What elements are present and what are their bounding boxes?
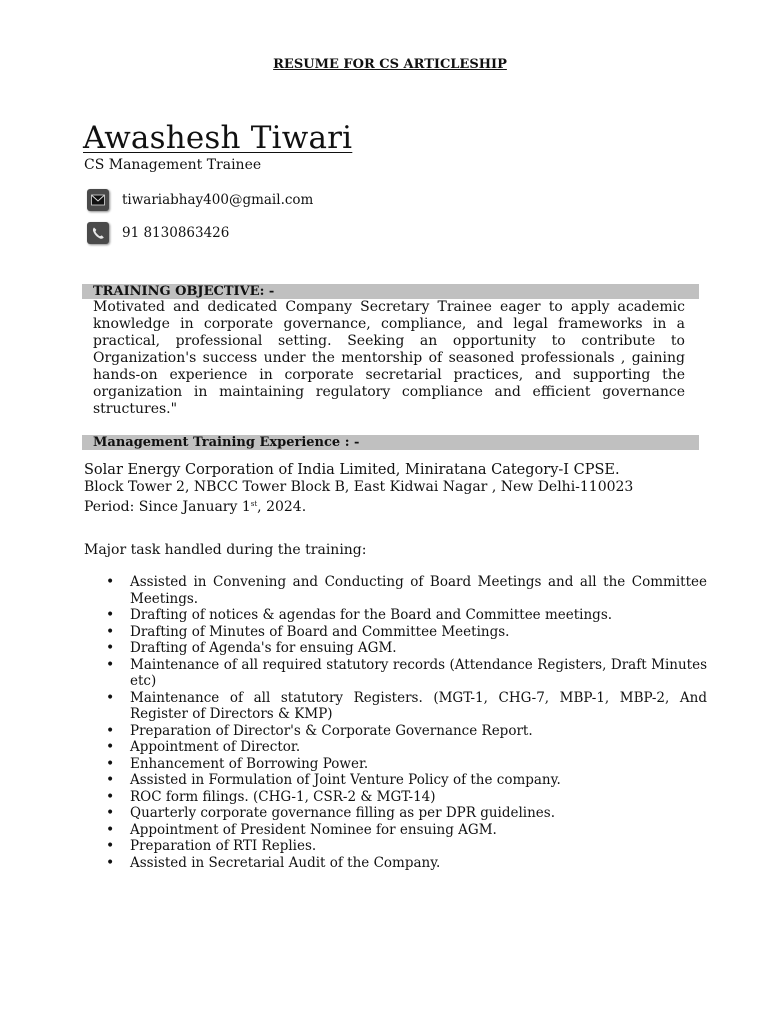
- candidate-role: CS Management Trainee: [84, 157, 262, 173]
- task-list: [84, 574, 707, 871]
- list-item: • Preparation of RTI Replies.: [84, 838, 707, 855]
- period-suffix: , 2024.: [257, 499, 307, 515]
- experience-heading-text: Management Training Experience : -: [93, 435, 360, 450]
- list-item: • ROC form filings. (CHG-1, CSR-2 & MGT-14): [84, 789, 707, 806]
- list-item: • Appointment of President Nominee for ensuing AGM.: [84, 822, 707, 839]
- email-address[interactable]: tiwariabhay400@gmail.com: [122, 192, 314, 208]
- objective-heading-text: TRAINING OBJECTIVE: -: [93, 284, 275, 299]
- list-item: • Preparation of Director's & Corporate Governance Report.: [84, 723, 707, 740]
- list-item: • Assisted in Formulation of Joint Venture Policy of the company.: [84, 772, 707, 789]
- list-item: • Assisted in Convening and Conducting of Board Meetings and all the Committee Meetings.: [84, 574, 707, 607]
- candidate-name: Awashesh Tiwari: [83, 120, 353, 156]
- experience-section-heading: [82, 435, 699, 450]
- objective-section-heading: [82, 284, 699, 299]
- list-item: • Maintenance of all statutory Registers. (MGT-1, CHG-7, MBP-1, MBP-2, And Register of Directors & KMP): [84, 690, 707, 723]
- list-item: • Quarterly corporate governance filling as per DPR guidelines.: [84, 805, 707, 822]
- tasks-heading: Major task handled during the training:: [84, 542, 367, 558]
- list-item: • Assisted in Secretarial Audit of the Company.: [84, 855, 707, 872]
- period-superscript: st: [250, 500, 258, 508]
- phone-contact: [87, 221, 229, 245]
- phone-icon: [87, 222, 109, 244]
- list-item: • Enhancement of Borrowing Power.: [84, 756, 707, 773]
- email-contact: [87, 188, 313, 212]
- list-item: • Maintenance of all required statutory records (Attendance Registers, Draft Minutes etc): [84, 657, 707, 690]
- document-title: RESUME FOR CS ARTICLESHIP: [273, 57, 507, 72]
- organization-name: Solar Energy Corporation of India Limited, Miniratana Category-I CPSE.: [84, 462, 620, 478]
- organization-block: [84, 462, 704, 516]
- list-item: • Drafting of Agenda's for ensuing AGM.: [84, 640, 707, 657]
- period-prefix: Period: Since January 1: [84, 499, 251, 515]
- list-item: • Drafting of notices & agendas for the Board and Committee meetings.: [84, 607, 707, 624]
- organization-address: Block Tower 2, NBCC Tower Block B, East Kidwai Nagar , New Delhi-110023: [84, 479, 634, 495]
- list-item: • Drafting of Minutes of Board and Committee Meetings.: [84, 624, 707, 641]
- objective-paragraph: Motivated and dedicated Company Secretary Trainee eager to apply academic knowledge in corporate governance, compliance, and legal frameworks in a practical, professional setting. Seeking an opportunity to contribute to Organization's success under the mentorship of seasoned professionals , gaining hands-on experience in corporate secretarial practices, and supporting the organization in maintaining regulatory compliance and efficient governance structures.": [93, 299, 685, 417]
- training-period: [84, 496, 704, 516]
- phone-number[interactable]: 91 8130863426: [122, 225, 230, 241]
- email-icon: [87, 189, 109, 211]
- list-item: • Appointment of Director.: [84, 739, 707, 756]
